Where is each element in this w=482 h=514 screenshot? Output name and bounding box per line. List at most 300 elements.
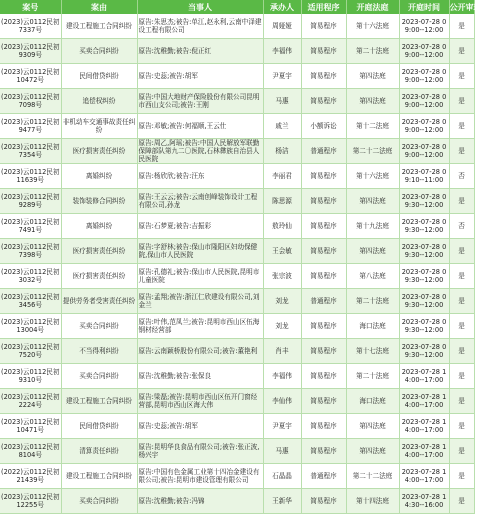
courtroom-cell-text: 第十六法庭 (356, 172, 389, 180)
hearing-time-cell (399, 64, 449, 89)
public-trial-cell-text: 是 (458, 297, 465, 305)
case-number-cell (0, 89, 61, 114)
judge-cell (263, 164, 301, 189)
parties-cell-text: 原告:王云云;被告:云南创峰装饰设计工程有限公司,孙龙 (138, 193, 258, 209)
parties-cell-text: 原告:朱思杰;被告:单江,赵永利,云南中泽建设工程有限公司 (138, 18, 262, 34)
parties-cell-text: 原告:史蕊;被告:胡军 (138, 422, 198, 430)
table-row (0, 189, 474, 214)
case-number-cell (0, 14, 61, 39)
procedure-cell-text: 简易程序 (310, 422, 337, 430)
procedure-cell-text: 简易程序 (310, 372, 337, 380)
public-trial-cell-text: 是 (458, 372, 465, 380)
header-courtroom: 开庭法庭 (346, 0, 399, 14)
parties-cell-text: 原告:沈稚勤;被告:冯锦 (138, 497, 205, 505)
table-row (0, 164, 474, 189)
case-number-cell-text: (2023)云0112民初9310号 (1, 368, 60, 384)
table-row (0, 389, 474, 414)
hearing-time-cell (399, 489, 449, 514)
cause-cell-text: 提供劳务者受害责任纠纷 (62, 297, 136, 305)
hearing-time-cell-text: 2023-07-28 09:30--12:00 (401, 193, 447, 209)
parties-cell (137, 139, 263, 164)
case-number-cell-text: (2023)云0112民初2224号 (1, 393, 60, 409)
case-number-cell-text: (2023)云0112民初7520号 (1, 343, 60, 359)
hearing-time-cell (399, 464, 449, 489)
header-cause: 案由 (61, 0, 137, 14)
parties-cell (137, 389, 263, 414)
parties-cell-text: 原告:沈稚勤;被告:倪正红 (138, 47, 212, 55)
table-row (0, 439, 474, 464)
case-number-cell-text: (2023)云0112民初3032号 (1, 268, 60, 284)
courtroom-cell (346, 414, 399, 439)
parties-cell (137, 414, 263, 439)
case-number-cell-text: (2023)云0112民初7354号 (1, 143, 60, 159)
procedure-cell-text: 简易程序 (310, 72, 337, 80)
case-number-cell (0, 289, 61, 314)
judge-cell (263, 339, 301, 364)
hearing-time-cell-text: 2023-07-28 09:30--12:00 (401, 343, 447, 359)
parties-cell (137, 14, 263, 39)
judge-cell-text: 尹夏宇 (272, 72, 292, 80)
parties-cell-text: 原告:沈稚勤;被告:张保良 (138, 372, 212, 380)
procedure-cell (301, 239, 346, 264)
public-trial-cell (449, 164, 474, 189)
parties-cell-text: 原告:杨欣欣;被告:汪东 (138, 172, 205, 180)
procedure-cell (301, 339, 346, 364)
table-row (0, 139, 474, 164)
public-trial-cell-text: 是 (458, 447, 465, 455)
cause-cell (61, 139, 137, 164)
cause-cell (61, 114, 137, 139)
parties-cell (137, 164, 263, 189)
hearing-time-cell-text: 2023-07-28 14:00--17:00 (401, 368, 447, 384)
courtroom-cell (346, 114, 399, 139)
courtroom-cell (346, 439, 399, 464)
procedure-cell-text: 简易程序 (310, 172, 337, 180)
public-trial-cell (449, 189, 474, 214)
judge-cell (263, 14, 301, 39)
case-number-cell-text: (2023)云0112民初10472号 (1, 68, 60, 84)
procedure-cell-text: 简易程序 (310, 272, 337, 280)
procedure-cell (301, 14, 346, 39)
case-number-cell (0, 239, 61, 264)
public-trial-cell-text: 是 (458, 397, 465, 405)
judge-cell-text: 刘龙 (275, 322, 289, 330)
public-trial-cell (449, 414, 474, 439)
judge-cell-text: 周娅娅 (272, 22, 292, 30)
cause-cell-text: 建设工程施工合同纠纷 (66, 472, 132, 480)
cause-cell-text: 民间借贷纠纷 (79, 422, 119, 430)
table-row (0, 114, 474, 139)
procedure-cell (301, 439, 346, 464)
cause-cell (61, 364, 137, 389)
case-number-cell-text: (2023)云0112民初11639号 (1, 168, 60, 184)
courtroom-cell-text: 第十九法庭 (356, 222, 389, 230)
case-number-cell-text: (2023)云0112民初7098号 (1, 93, 60, 109)
case-number-cell-text: (2023)云0112民初7398号 (1, 243, 60, 259)
cause-cell (61, 39, 137, 64)
judge-cell-text: 肖丰 (275, 347, 289, 355)
header-procedure: 适用程序 (301, 0, 346, 14)
hearing-time-cell (399, 114, 449, 139)
case-number-cell (0, 114, 61, 139)
hearing-time-cell (399, 289, 449, 314)
cause-cell (61, 89, 137, 114)
hearing-time-cell-text: 2023-07-28 09:30--12:00 (401, 218, 447, 234)
cause-cell (61, 189, 137, 214)
parties-cell (137, 489, 263, 514)
courtroom-cell-text: 海口法庭 (359, 322, 386, 330)
parties-cell-text: 原告:字舒林;被告:保山市隆阳区妇幼保健院,保山市人民医院 (138, 243, 258, 259)
public-trial-cell (449, 314, 474, 339)
procedure-cell (301, 89, 346, 114)
courtroom-cell-text: 第八法庭 (359, 272, 386, 280)
judge-cell-text: 杨洁 (275, 147, 289, 155)
judge-cell-text: 马惠 (275, 447, 289, 455)
public-trial-cell-text: 是 (458, 472, 465, 480)
parties-cell-text: 原告:邓敏;被告:何福顺,王云仕 (138, 122, 227, 130)
hearing-time-cell-text: 2023-07-28 09:10--11:00 (401, 168, 447, 184)
courtroom-cell-text: 第二十二法庭 (352, 147, 393, 155)
cause-cell-text: 离婚纠纷 (85, 172, 113, 180)
public-trial-cell (449, 389, 474, 414)
parties-cell (137, 89, 263, 114)
courtroom-cell-text: 第二十法庭 (356, 372, 389, 380)
hearing-time-cell (399, 239, 449, 264)
cause-cell (61, 64, 137, 89)
judge-cell-text: 王会敏 (272, 247, 292, 255)
cause-cell-text: 建设工程施工合同纠纷 (66, 397, 132, 405)
case-number-cell (0, 489, 61, 514)
procedure-cell (301, 364, 346, 389)
cause-cell (61, 464, 137, 489)
case-number-cell-text: (2023)云0112民初13004号 (1, 318, 60, 334)
public-trial-cell-text: 是 (458, 122, 465, 130)
public-trial-cell-text: 是 (458, 97, 465, 105)
header-case-number: 案号 (0, 0, 61, 14)
hearing-time-cell-text: 2023-07-28 14:00--17:00 (401, 393, 447, 409)
cause-cell-text: 买卖合同纠纷 (79, 322, 119, 330)
courtroom-cell (346, 264, 399, 289)
hearing-time-cell (399, 364, 449, 389)
cause-cell (61, 164, 137, 189)
courtroom-cell-text: 第四法庭 (359, 247, 386, 255)
procedure-cell (301, 64, 346, 89)
procedure-cell-text: 简易程序 (310, 447, 337, 455)
judge-cell-text: 李丽君 (272, 172, 292, 180)
public-trial-cell-text: 是 (458, 197, 465, 205)
hearing-time-cell-text: 2023-07-28 09:30--12:00 (401, 268, 447, 284)
hearing-time-cell (399, 439, 449, 464)
case-number-cell (0, 339, 61, 364)
courtroom-cell (346, 339, 399, 364)
hearing-time-cell (399, 89, 449, 114)
parties-cell (137, 314, 263, 339)
parties-cell (137, 64, 263, 89)
case-number-cell-text: (2023)云0112民初7337号 (1, 18, 60, 34)
hearing-time-cell-text: 2023-07-28 09:00--12:00 (401, 93, 447, 109)
cause-cell-text: 医疗损害责任纠纷 (72, 272, 126, 280)
procedure-cell-text: 简易程序 (310, 397, 337, 405)
courtroom-cell-text: 第十六法庭 (356, 22, 389, 30)
procedure-cell-text: 普通程序 (310, 472, 337, 480)
judge-cell (263, 189, 301, 214)
procedure-cell (301, 414, 346, 439)
cause-cell-text: 非机动车交通事故责任纠纷 (62, 118, 136, 134)
hearing-time-cell-text: 2023-07-28 09:00--12:00 (401, 118, 447, 134)
public-trial-cell-text: 是 (458, 47, 465, 55)
courtroom-cell-text: 第十四法庭 (356, 497, 389, 505)
hearing-time-cell (399, 314, 449, 339)
judge-cell-text: 李仙伟 (272, 397, 292, 405)
cause-cell-text: 民间借贷纠纷 (79, 72, 119, 80)
parties-cell-text: 原告:中国大地财产保险股份有限公司昆明市西山支公司;被告:王刚 (138, 93, 260, 109)
header-parties: 当事人 (137, 0, 263, 14)
procedure-cell (301, 464, 346, 489)
public-trial-cell (449, 14, 474, 39)
parties-cell-text: 原告:云南颖桥股份有限公司;被告:董艳利 (138, 347, 258, 355)
table-row (0, 339, 474, 364)
cause-cell (61, 14, 137, 39)
parties-cell-text: 原告:周乙,阿瑶;被告:中国人民解放军联勤保障部队第九二〇医院,石林彝族自治县人民医院 (138, 139, 260, 163)
public-trial-cell-text: 是 (458, 347, 465, 355)
judge-cell-text: 敖玲仙 (272, 222, 292, 230)
case-number-cell-text: (2023)云0112民初8104号 (1, 443, 60, 459)
judge-cell (263, 64, 301, 89)
procedure-cell-text: 简易程序 (310, 22, 337, 30)
courtroom-cell-text: 第四法庭 (359, 197, 386, 205)
public-trial-cell (449, 439, 474, 464)
cause-cell-text: 不当得利纠纷 (79, 347, 119, 355)
cause-cell-text: 买卖合同纠纷 (79, 372, 119, 380)
parties-cell-text: 原告:史蕊;被告:胡军 (138, 72, 198, 80)
parties-cell (137, 239, 263, 264)
table-header-row (0, 0, 474, 14)
procedure-cell-text: 简易程序 (310, 322, 337, 330)
case-number-cell (0, 389, 61, 414)
judge-cell (263, 264, 301, 289)
courtroom-cell (346, 314, 399, 339)
parties-cell-text: 原告:叶伟,范凤兰;被告:昆明市西山区伍海钢材经营部 (138, 318, 260, 334)
table-row (0, 314, 474, 339)
judge-cell-text: 尹夏宇 (272, 422, 292, 430)
table-row (0, 64, 474, 89)
courtroom-cell (346, 464, 399, 489)
table-row (0, 89, 474, 114)
procedure-cell (301, 139, 346, 164)
public-trial-cell (449, 139, 474, 164)
parties-cell (137, 464, 263, 489)
header-judge: 承办人 (263, 0, 301, 14)
cause-cell (61, 414, 137, 439)
hearing-time-cell-text: 2023-07-28 14:00--17:00 (401, 468, 447, 484)
hearing-time-cell-text: 2023-07-28 09:30--12:00 (401, 243, 447, 259)
case-number-cell (0, 164, 61, 189)
cause-cell (61, 439, 137, 464)
hearing-time-cell (399, 389, 449, 414)
procedure-cell (301, 214, 346, 239)
parties-cell (137, 114, 263, 139)
header-hearing-time: 开庭时间 (399, 0, 449, 14)
courtroom-cell (346, 39, 399, 64)
cause-cell (61, 339, 137, 364)
public-trial-cell (449, 464, 474, 489)
hearing-time-cell-text: 2023-07-28 09:30--12:00 (401, 318, 447, 334)
case-number-cell (0, 439, 61, 464)
table-row (0, 39, 474, 64)
courtroom-cell-text: 第二十法庭 (356, 297, 389, 305)
cause-cell-text: 装饰装修合同纠纷 (72, 197, 126, 205)
cause-cell (61, 289, 137, 314)
procedure-cell-text: 简易程序 (310, 97, 337, 105)
hearing-time-cell-text: 2023-07-28 14:00--17:00 (401, 443, 447, 459)
public-trial-cell-text: 是 (458, 247, 465, 255)
hearing-time-cell-text: 2023-07-28 09:00--12:00 (401, 68, 447, 84)
courtroom-cell (346, 14, 399, 39)
courtroom-cell-text: 第二十法庭 (356, 47, 389, 55)
cause-cell (61, 489, 137, 514)
cause-cell (61, 264, 137, 289)
parties-cell-text: 原告:中国有色金属工业第十四冶金建设有限公司;被告:昆明市建设管理有限公司 (138, 468, 260, 484)
parties-cell-text: 原告:石梦夏;被告:吉振彩 (138, 222, 212, 230)
table-row (0, 489, 474, 514)
procedure-cell-text: 简易程序 (310, 197, 337, 205)
procedure-cell (301, 164, 346, 189)
judge-cell-text: 张宗波 (272, 272, 292, 280)
procedure-cell-text: 普通程序 (310, 297, 337, 305)
courtroom-cell-text: 第四法庭 (359, 447, 386, 455)
hearing-time-cell (399, 414, 449, 439)
courtroom-cell-text: 第四法庭 (359, 97, 386, 105)
parties-cell (137, 264, 263, 289)
case-number-cell (0, 364, 61, 389)
courtroom-cell-text: 第四法庭 (359, 422, 386, 430)
case-number-cell (0, 264, 61, 289)
cause-cell (61, 239, 137, 264)
courtroom-cell (346, 64, 399, 89)
case-number-cell (0, 64, 61, 89)
judge-cell (263, 89, 301, 114)
judge-cell (263, 314, 301, 339)
case-number-cell-text: (2023)云0112民初9309号 (1, 43, 60, 59)
case-number-cell (0, 314, 61, 339)
table-row (0, 414, 474, 439)
cause-cell-text: 买卖合同纠纷 (79, 47, 119, 55)
public-trial-cell (449, 264, 474, 289)
case-number-cell-text: (2023)云0112民初10471号 (1, 418, 60, 434)
case-number-cell-text: (2023)云0112民初12255号 (1, 493, 60, 509)
hearing-time-cell (399, 189, 449, 214)
cause-cell-text: 买卖合同纠纷 (79, 497, 119, 505)
courtroom-cell-text: 海口法庭 (359, 397, 386, 405)
courtroom-cell (346, 189, 399, 214)
procedure-cell (301, 39, 346, 64)
hearing-time-cell (399, 14, 449, 39)
cause-cell (61, 314, 137, 339)
table-row (0, 14, 474, 39)
courtroom-cell (346, 389, 399, 414)
hearing-time-cell (399, 339, 449, 364)
case-number-cell (0, 189, 61, 214)
procedure-cell-text: 普通程序 (310, 147, 337, 155)
hearing-time-cell-text: 2023-07-28 14:30--16:00 (401, 493, 447, 509)
cause-cell-text: 追偿权纠纷 (82, 97, 116, 105)
procedure-cell (301, 189, 346, 214)
parties-cell (137, 189, 263, 214)
procedure-cell (301, 489, 346, 514)
public-trial-cell-text: 是 (458, 72, 465, 80)
judge-cell (263, 289, 301, 314)
parties-cell-text: 原告:孟翔;被告:浙江仁欣建设有限公司,刘金兰 (138, 293, 260, 309)
judge-cell (263, 414, 301, 439)
courtroom-cell (346, 139, 399, 164)
courtroom-cell (346, 364, 399, 389)
parties-cell-text: 原告:梁磊;被告:昆明市西山区伍开门窗经营部,昆明市西山区海大伟 (138, 393, 258, 409)
procedure-cell-text: 简易程序 (310, 222, 337, 230)
judge-cell (263, 239, 301, 264)
public-trial-cell-text: 是 (458, 497, 465, 505)
public-trial-cell (449, 364, 474, 389)
courtroom-cell-text: 第二十二法庭 (352, 472, 393, 480)
public-trial-cell (449, 89, 474, 114)
parties-cell-text: 原告:孔德礼;被告:保山市人民医院,昆明市儿童医院 (138, 268, 260, 284)
courtroom-cell-text: 第十七法庭 (356, 347, 389, 355)
procedure-cell-text: 简易程序 (310, 47, 337, 55)
table-row (0, 464, 474, 489)
courtroom-cell (346, 489, 399, 514)
case-number-cell (0, 414, 61, 439)
table-row (0, 364, 474, 389)
hearing-time-cell (399, 214, 449, 239)
hearing-time-cell (399, 264, 449, 289)
public-trial-cell-text: 是 (458, 322, 465, 330)
case-number-cell-text: (2023)云0112民初7491号 (1, 218, 60, 234)
hearing-time-cell-text: 2023-07-28 09:30--12:00 (401, 293, 447, 309)
procedure-cell-text: 简易程序 (310, 497, 337, 505)
case-number-cell-text: (2022)云0112民初21439号 (1, 468, 60, 484)
cause-cell (61, 214, 137, 239)
judge-cell (263, 139, 301, 164)
procedure-cell-text: 简易程序 (310, 247, 337, 255)
courtroom-cell (346, 239, 399, 264)
judge-cell (263, 364, 301, 389)
judge-cell (263, 39, 301, 64)
parties-cell (137, 289, 263, 314)
procedure-cell (301, 389, 346, 414)
procedure-cell (301, 289, 346, 314)
hearing-time-cell-text: 2023-07-28 09:00--12:00 (401, 143, 447, 159)
cause-cell-text: 清算责任纠纷 (79, 447, 119, 455)
public-trial-cell-text: 是 (458, 147, 465, 155)
case-number-cell-text: (2023)云0112民初9289号 (1, 193, 60, 209)
judge-cell (263, 389, 301, 414)
cause-cell-text: 建设工程施工合同纠纷 (66, 22, 132, 30)
public-trial-cell-text: 否 (458, 222, 465, 230)
public-trial-cell (449, 64, 474, 89)
parties-cell (137, 439, 263, 464)
public-trial-cell (449, 489, 474, 514)
case-number-cell (0, 214, 61, 239)
procedure-cell (301, 314, 346, 339)
cause-cell-text: 离婚纠纷 (85, 222, 113, 230)
judge-cell-text: 陈思源 (272, 197, 292, 205)
judge-cell (263, 114, 301, 139)
hearing-time-cell (399, 39, 449, 64)
hearing-time-cell-text: 2023-07-28 09:00--12:00 (401, 43, 447, 59)
table-row (0, 214, 474, 239)
judge-cell-text: 戚兰 (275, 122, 289, 130)
courtroom-cell (346, 164, 399, 189)
table-row (0, 264, 474, 289)
